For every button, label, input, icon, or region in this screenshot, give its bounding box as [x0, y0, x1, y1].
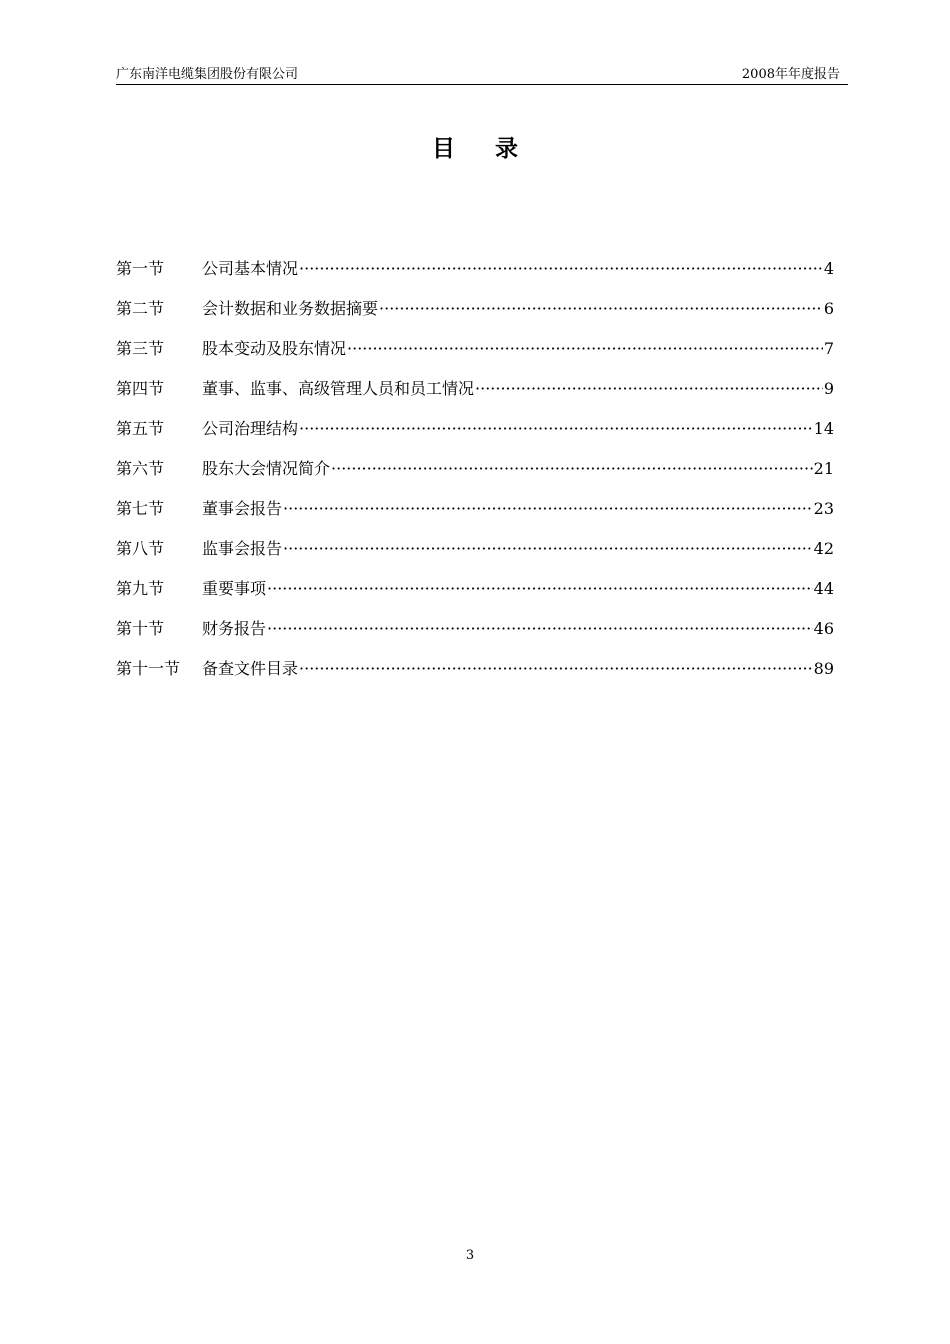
- toc-section-title: 财务报告: [202, 619, 267, 638]
- toc-section-number: 第十一节: [116, 659, 181, 678]
- toc-entry[interactable]: [116, 336, 834, 376]
- toc-section-number: 第七节: [116, 499, 165, 518]
- toc-section-title: 会计数据和业务数据摘要: [202, 299, 379, 318]
- toc-page-number: 6: [823, 299, 834, 318]
- toc-page-number: 89: [813, 659, 834, 678]
- toc-entry[interactable]: [116, 616, 834, 656]
- toc-section-number: 第五节: [116, 419, 165, 438]
- page-header: [116, 66, 848, 85]
- toc-entry[interactable]: [116, 256, 834, 296]
- report-name: 2008年年度报告: [741, 67, 840, 82]
- toc-dot-leader: [283, 536, 813, 562]
- toc-section-number: 第二节: [116, 299, 165, 318]
- toc-entry[interactable]: [116, 456, 834, 496]
- toc-page-number: 7: [823, 339, 834, 358]
- toc-page-number: 21: [813, 459, 834, 478]
- toc-page-number: 14: [813, 419, 834, 438]
- toc-dot-leader: [267, 576, 813, 602]
- toc-section-number: 第九节: [116, 579, 165, 598]
- toc-page-number: 23: [813, 499, 834, 518]
- toc-section-number: 第六节: [116, 459, 165, 478]
- toc-entry[interactable]: [116, 416, 834, 456]
- toc-section-title: 公司治理结构: [202, 419, 299, 438]
- toc-section-number: 第四节: [116, 379, 165, 398]
- toc-section-title: 董事、监事、高级管理人员和员工情况: [202, 379, 475, 398]
- toc-section-title: 重要事项: [202, 579, 267, 598]
- toc-dot-leader: [283, 496, 813, 522]
- toc-section-title: 董事会报告: [202, 499, 283, 518]
- toc-dot-leader: [347, 336, 823, 362]
- toc-page-number: 46: [813, 619, 834, 638]
- toc-section-title: 股本变动及股东情况: [202, 339, 347, 358]
- page-number: 3: [465, 1248, 475, 1263]
- toc-section-number: 第一节: [116, 259, 165, 278]
- toc-section-title: 公司基本情况: [202, 259, 299, 278]
- toc-page-number: 9: [823, 379, 834, 398]
- toc-section-number: 第三节: [116, 339, 165, 358]
- toc-entry[interactable]: [116, 576, 834, 616]
- toc-dot-leader: [299, 256, 823, 282]
- toc-entry[interactable]: [116, 536, 834, 576]
- toc-dot-leader: [331, 456, 813, 482]
- toc-section-number: 第八节: [116, 539, 165, 558]
- table-of-contents: [116, 256, 834, 696]
- toc-dot-leader: [379, 296, 823, 322]
- toc-section-title: 监事会报告: [202, 539, 283, 558]
- toc-entry[interactable]: [116, 296, 834, 336]
- toc-entry[interactable]: [116, 376, 834, 416]
- toc-page-number: 44: [813, 579, 834, 598]
- toc-dot-leader: [475, 376, 823, 402]
- toc-entry[interactable]: [116, 656, 834, 696]
- toc-section-number: 第十节: [116, 619, 165, 638]
- toc-dot-leader: [267, 616, 813, 642]
- toc-section-title: 备查文件目录: [202, 659, 299, 678]
- company-name: 广东南洋电缆集团股份有限公司: [116, 67, 299, 82]
- toc-entry[interactable]: [116, 496, 834, 536]
- page-title: 目录: [432, 136, 558, 162]
- toc-section-title: 股东大会情况简介: [202, 459, 331, 478]
- toc-page-number: 42: [813, 539, 834, 558]
- toc-dot-leader: [299, 416, 813, 442]
- toc-page-number: 4: [823, 259, 834, 278]
- toc-dot-leader: [299, 656, 813, 682]
